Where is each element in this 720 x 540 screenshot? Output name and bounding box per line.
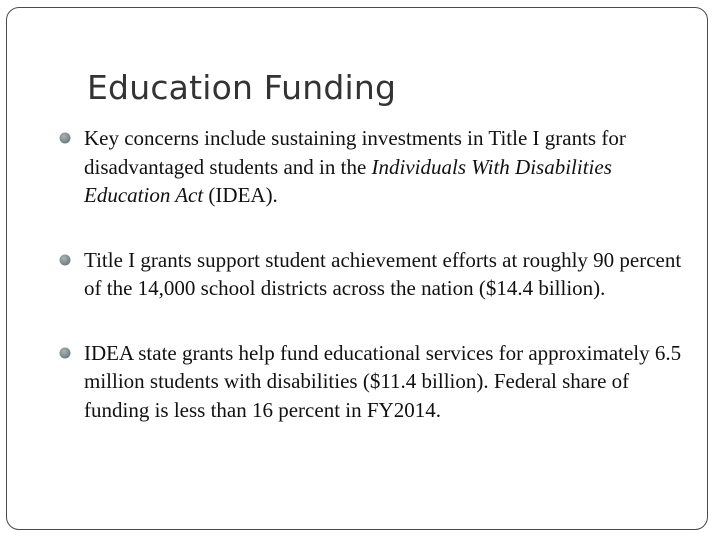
bullet-text: IDEA state grants help fund educational services for approximately 6.5 million students with disabilities ($11.4 billion). Federal share of funding is less than 16 percent in FY2014. (84, 340, 682, 422)
circle-bullet-icon (59, 254, 71, 266)
bullet-text-italic: Individuals With Disabilities Education Act (84, 154, 612, 207)
circle-bullet-icon (59, 132, 71, 144)
circle-bullet-icon (59, 347, 71, 359)
bullet-text: (IDEA). (203, 183, 278, 207)
bullet-list (59, 124, 699, 424)
bullet-text: Title I grants support student achievement efforts at roughly 90 percent of the 14,000 school districts across the nation ($14.4 billion). (84, 247, 682, 300)
slide-frame (6, 7, 708, 530)
bullet-item-idea-grants (59, 339, 699, 425)
bullet-text: Key concerns include sustaining investments in Title I grants for disadvantaged students and in the (84, 126, 626, 179)
bullet-item-key-concerns (59, 124, 699, 210)
bullet-item-title-i (59, 246, 699, 303)
slide-title: Education Funding (87, 68, 397, 107)
